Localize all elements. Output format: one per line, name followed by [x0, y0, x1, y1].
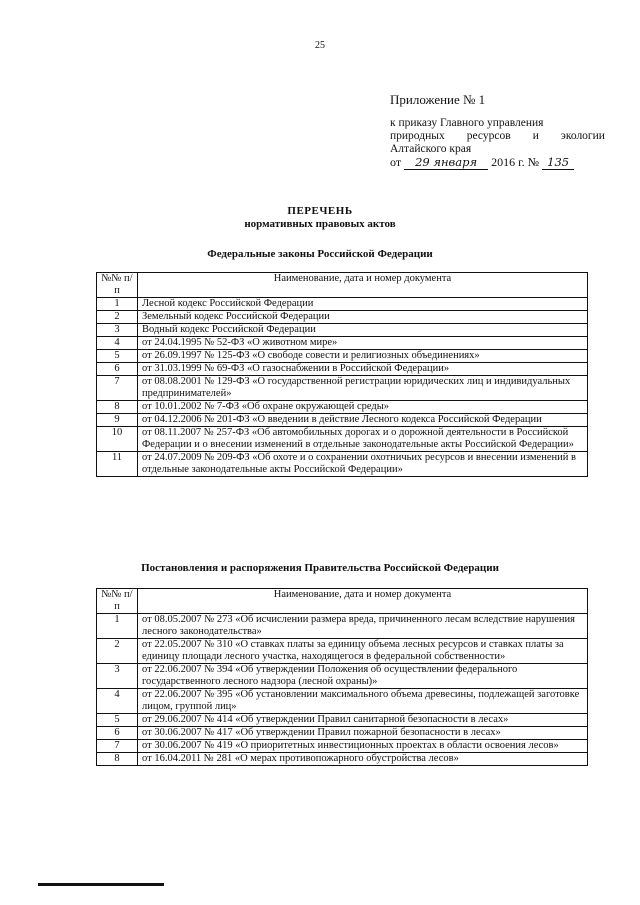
row-number: 2 — [97, 311, 138, 324]
column-header-document: Наименование, дата и номер документа — [138, 589, 588, 614]
row-document: от 22.05.2007 № 310 «О ставках платы за единицу объема лесных ресурсов и ставках платы за единицу площади лесного участка, находящегося в федеральной собственности» — [138, 639, 588, 664]
column-header-number: №№ п/п — [97, 273, 138, 298]
table-row — [97, 298, 588, 311]
table-row — [97, 324, 588, 337]
row-number: 8 — [97, 753, 138, 766]
row-document: от 22.06.2007 № 395 «Об установлении максимального объема древесины, подлежащей заготовке лицом, группой лиц» — [138, 689, 588, 714]
row-document: от 30.06.2007 № 417 «Об утверждении Правил пожарной безопасности в лесах» — [138, 727, 588, 740]
row-number: 8 — [97, 401, 138, 414]
government-acts-rows — [97, 614, 588, 766]
row-document: от 08.08.2001 № 129-ФЗ «О государственной регистрации юридических лиц и индивидуальных предпринимателей» — [138, 376, 588, 401]
row-document: от 31.03.1999 № 69-ФЗ «О газоснабжении в Российской Федерации» — [138, 363, 588, 376]
appendix-title: Приложение № 1 — [390, 92, 486, 107]
table-row — [97, 311, 588, 324]
appendix-line-2 — [390, 130, 605, 143]
row-number: 10 — [97, 427, 138, 452]
row-document: от 29.06.2007 № 414 «Об утверждении Правил санитарной безопасности в лесах» — [138, 714, 588, 727]
table-row — [97, 414, 588, 427]
table-row — [97, 714, 588, 727]
handwritten-number: 135 — [542, 155, 574, 170]
appendix-order-reference — [390, 117, 605, 156]
row-document: от 30.06.2007 № 419 «О приоритетных инвестиционных проектах в области освоения лесов» — [138, 740, 588, 753]
table-header-row — [97, 589, 588, 614]
appendix-line-2-word: и — [532, 130, 539, 142]
section-heading-federal-laws: Федеральные законы Российской Федерации — [207, 248, 433, 260]
row-number: 3 — [97, 664, 138, 689]
row-number: 6 — [97, 727, 138, 740]
row-number: 4 — [97, 689, 138, 714]
row-number: 1 — [97, 614, 138, 639]
row-number: 3 — [97, 324, 138, 337]
row-document: от 24.07.2009 № 209-ФЗ «Об охоте и о сохранении охотничьих ресурсов и внесении изменений в отдельные законодательные акты Российской Федерации» — [138, 452, 588, 477]
handwritten-date: 29 января — [404, 155, 488, 170]
row-number: 7 — [97, 376, 138, 401]
appendix-line-2-word: природных — [390, 130, 445, 142]
table-row — [97, 452, 588, 477]
row-document: от 04.12.2006 № 201-ФЗ «О введении в действие Лесного кодекса Российской Федерации — [138, 414, 588, 427]
row-document: Лесной кодекс Российской Федерации — [138, 298, 588, 311]
federal-laws-rows — [97, 298, 588, 477]
section-heading-government-acts: Постановления и распоряжения Правительства Российской Федерации — [141, 562, 499, 574]
table-row — [97, 401, 588, 414]
table-row — [97, 337, 588, 350]
row-document: от 10.01.2002 № 7-ФЗ «Об охране окружающей среды» — [138, 401, 588, 414]
list-subtitle: нормативных правовых актов — [244, 218, 396, 230]
table-row — [97, 753, 588, 766]
year-text: 2016 г. № — [491, 155, 540, 169]
appendix-line-1: к приказу Главного управления — [390, 117, 544, 129]
federal-laws-table — [96, 272, 588, 477]
row-document: Земельный кодекс Российской Федерации — [138, 311, 588, 324]
row-number: 5 — [97, 350, 138, 363]
table-row — [97, 727, 588, 740]
row-document: от 24.04.1995 № 52-ФЗ «О животном мире» — [138, 337, 588, 350]
appendix-date-line — [390, 155, 605, 170]
row-document: от 16.04.2011 № 281 «О мерах противопожарного обустройства лесов» — [138, 753, 588, 766]
appendix-line-2-word: экологии — [560, 130, 605, 142]
table-row — [97, 427, 588, 452]
page-number: 25 — [315, 40, 325, 51]
table-row — [97, 664, 588, 689]
table-row — [97, 740, 588, 753]
row-document: от 08.05.2007 № 273 «Об исчислении размера вреда, причиненного лесам вследствие нарушения лесного законодательства» — [138, 614, 588, 639]
column-header-document: Наименование, дата и номер документа — [138, 273, 588, 298]
row-number: 11 — [97, 452, 138, 477]
row-document: Водный кодекс Российской Федерации — [138, 324, 588, 337]
row-number: 5 — [97, 714, 138, 727]
table-row — [97, 689, 588, 714]
row-document: от 08.11.2007 № 257-ФЗ «Об автомобильных дорогах и о дорожной деятельности в Российской Федерации и о внесении изменений в отдельные законодательные акты Российской Федерации» — [138, 427, 588, 452]
row-number: 9 — [97, 414, 138, 427]
row-number: 1 — [97, 298, 138, 311]
appendix-line-3: Алтайского края — [390, 143, 472, 155]
list-title: ПЕРЕЧЕНЬ — [287, 205, 353, 217]
footer-divider — [38, 883, 164, 886]
table-header-row — [97, 273, 588, 298]
table-row — [97, 639, 588, 664]
row-number: 2 — [97, 639, 138, 664]
table-row — [97, 350, 588, 363]
row-document: от 22.06.2007 № 394 «Об утверждении Положения об осуществлении федерального государственного лесного надзора (лесной охраны)» — [138, 664, 588, 689]
row-number: 6 — [97, 363, 138, 376]
appendix-line-2-word: ресурсов — [466, 130, 511, 142]
table-row — [97, 614, 588, 639]
column-header-number: №№ п/п — [97, 589, 138, 614]
table-row — [97, 376, 588, 401]
government-acts-table — [96, 588, 588, 766]
row-number: 7 — [97, 740, 138, 753]
table-row — [97, 363, 588, 376]
row-number: 4 — [97, 337, 138, 350]
date-prefix: от — [390, 155, 402, 169]
row-document: от 26.09.1997 № 125-ФЗ «О свободе совести и религиозных объединениях» — [138, 350, 588, 363]
